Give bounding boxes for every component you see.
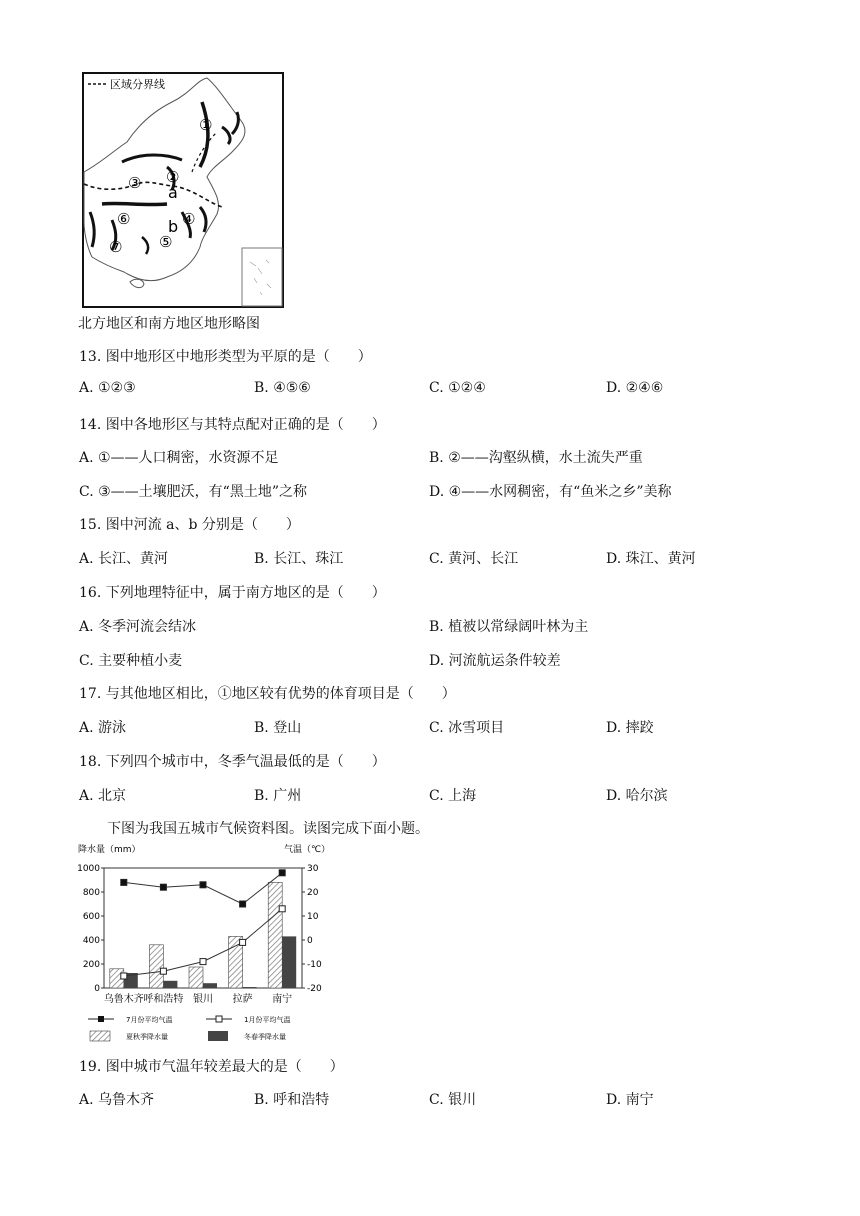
question-17-stem: 17. 与其他地区相比，①地区较有优势的体育项目是（ ） [79,686,456,702]
q14-option-d: D. ④——水网稠密，有“鱼米之乡”美称 [429,484,672,500]
bar-winter-2 [203,983,217,988]
legend-jan-marker [216,1016,222,1022]
q18-option-b: B. 广州 [254,788,302,804]
map-legend-label: 区域分界线 [110,78,165,91]
right-axis-label: 气温（℃） [284,845,331,855]
q13-option-d: D. ②④⑥ [606,380,664,396]
x-tick-label-2: 银川 [193,994,213,1005]
right-tick-label: 20 [307,888,319,898]
right-tick-label: 10 [307,912,319,922]
point-jan-1 [160,968,166,974]
left-tick-label: 600 [82,912,100,922]
q14-option-b: B. ②——沟壑纵横，水土流失严重 [429,450,643,466]
q15-option-c: C. 黄河、长江 [429,551,519,567]
q19-option-a: A. 乌鲁木齐 [79,1092,155,1108]
q19-option-c: C. 银川 [429,1092,477,1108]
q19-option-d: D. 南宁 [606,1092,654,1108]
q14-option-a: A. ①——人口稠密，水资源不足 [79,450,279,466]
q15-option-b: B. 长江、珠江 [254,551,344,567]
point-july-4 [279,870,285,876]
region-label-1: ① [199,116,213,134]
left-tick-label: 800 [82,888,100,898]
left-tick-label: 400 [82,936,100,946]
q16-option-b: B. 植被以常绿阔叶林为主 [429,619,589,635]
question-19-stem: 19. 图中城市气温年较差最大的是（ ） [79,1059,344,1075]
q17-option-a: A. 游泳 [79,720,127,736]
question-15-stem: 15. 图中河流 a、b 分别是（ ） [79,517,300,533]
river-label-b: b [168,217,179,236]
map-caption: 北方地区和南方地区地形略图 [78,316,260,332]
point-july-0 [121,879,127,885]
x-tick-label-1: 呼和浩特 [143,994,184,1005]
left-tick-label: 1000 [77,864,100,874]
chart-legend [88,1015,290,1041]
line-july [124,873,282,904]
bar-summer-2 [189,967,203,988]
left-axis-label: 降水量（mm） [78,845,141,855]
region-label-6: ⑥ [117,210,131,228]
legend-july: 7月份平均气温 [126,1016,173,1024]
right-tick-label: 0 [307,936,313,946]
q13-option-b: B. ④⑤⑥ [254,380,311,396]
bar-summer-1 [149,945,163,988]
point-july-1 [160,884,166,890]
region-label-4: ④ [182,210,196,228]
q15-option-d: D. 珠江、黄河 [606,551,696,567]
river-label-a: a [168,183,178,202]
x-tick-label-3: 拉萨 [232,994,253,1005]
x-tick-label-4: 南宁 [272,994,293,1005]
point-july-3 [240,901,246,907]
legend-summer-swatch [90,1031,110,1041]
point-jan-4 [279,906,285,912]
region-label-2: ② [166,168,180,186]
bar-winter-3 [243,987,257,988]
q18-option-a: A. 北京 [79,788,127,804]
right-tick-label: 30 [307,864,319,874]
legend-winter: 冬春季降水量 [244,1033,286,1041]
q16-option-a: A. 冬季河流会结冰 [79,619,197,635]
legend-july-marker [98,1016,104,1022]
q18-option-c: C. 上海 [429,788,477,804]
legend-winter-swatch [208,1031,228,1041]
bar-summer-4 [268,882,282,988]
right-tick-label: -20 [307,984,322,994]
question-14-stem: 14. 图中各地形区与其特点配对正确的是（ ） [79,417,386,433]
region-label-3: ③ [128,174,142,192]
q14-option-c: C. ③——土壤肥沃，有“黑土地”之称 [79,484,307,500]
terrain-map [82,72,284,308]
left-tick-label: 0 [94,984,100,994]
point-july-2 [200,882,206,888]
left-tick-label: 200 [82,960,100,970]
region-label-7: ⑦ [109,238,123,256]
point-jan-2 [200,959,206,965]
q13-option-a: A. ①②③ [79,380,136,396]
q18-option-d: D. 哈尔滨 [606,788,668,804]
right-tick-label: -10 [307,960,322,970]
q19-option-b: B. 呼和浩特 [254,1092,330,1108]
q13-option-c: C. ①②④ [429,380,486,396]
bar-winter-1 [163,981,177,988]
region-label-5: ⑤ [159,233,173,251]
q16-option-c: C. 主要种植小麦 [79,653,183,669]
q15-option-a: A. 长江、黄河 [79,551,169,567]
q17-option-c: C. 冰雪项目 [429,720,505,736]
question-16-stem: 16. 下列地理特征中，属于南方地区的是（ ） [79,585,386,601]
q17-option-d: D. 摔跤 [606,720,654,736]
legend-summer: 夏秋季降水量 [126,1033,168,1041]
legend-jan: 1月份平均气温 [244,1016,291,1024]
line-jan [124,909,282,976]
chart-intro: 下图为我国五城市气候资料图。读图完成下面小题。 [107,821,429,837]
point-jan-3 [240,939,246,945]
point-jan-0 [121,973,127,979]
x-tick-label-0: 乌鲁木齐 [103,994,144,1005]
q16-option-d: D. 河流航运条件较差 [429,653,561,669]
climate-chart [74,838,336,1050]
q17-option-b: B. 登山 [254,720,302,736]
question-13-stem: 13. 图中地形区中地形类型为平原的是（ ） [79,349,372,365]
bar-winter-4 [282,936,296,988]
question-18-stem: 18. 下列四个城市中，冬季气温最低的是（ ） [79,754,386,770]
